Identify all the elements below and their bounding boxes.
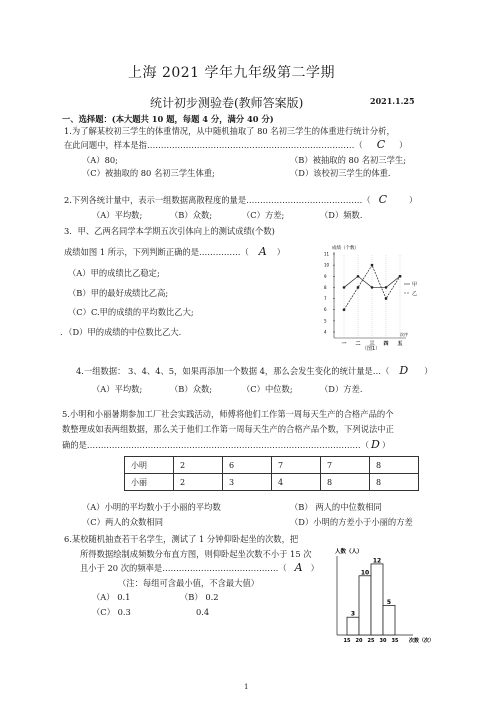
q2-option-a: （A）平均数; xyxy=(92,210,143,220)
table-cell: 6 xyxy=(223,457,272,474)
q1-option-a: （A）80; xyxy=(82,155,118,165)
q4-option-a: （A）平均数; xyxy=(92,384,143,394)
histogram-x-tick: 25 xyxy=(367,638,375,644)
histogram-x-tick: 30 xyxy=(379,638,387,644)
q4-option-c: （C）中位数; xyxy=(242,384,293,394)
q3-stem-line2: 成绩如图 1 所示，下列判断正确的是……………（ A ） xyxy=(64,245,286,258)
table-cell: 3 xyxy=(223,474,272,491)
page-number: 1 xyxy=(244,683,249,691)
q4-stem: 4.一组数据： 3、4、4、5，如果再添加一个数据 4，那么会发生变化的统计量是…（ D ） xyxy=(76,364,433,377)
chart2-ylabel: 人数（人） xyxy=(335,549,363,555)
page-subtitle: 统计初步测验卷(教师答案版) xyxy=(150,96,304,110)
chart1-legend-label: 甲 xyxy=(412,281,418,288)
table-cell: 8 xyxy=(321,474,370,491)
table-cell: 4 xyxy=(272,474,321,491)
chart1-y-tick: 9 xyxy=(324,273,327,279)
q5-option-a: （A）小明的平均数小于小丽的平均数 xyxy=(82,502,221,512)
q3-option-c: （C）C.甲的成绩的平均数比乙大; xyxy=(68,307,194,317)
histogram-bar-label: 12 xyxy=(372,557,382,565)
chart1-x-tick: 二 xyxy=(355,341,361,347)
q6-answer: A xyxy=(294,561,303,574)
q3-option-d: ．（D）甲的成绩的中位数比乙大. xyxy=(60,327,182,337)
q3-option-b: （B）甲的最好成绩比乙高; xyxy=(68,288,169,298)
histogram-bar xyxy=(359,576,371,635)
chart1-legend-label: 乙 xyxy=(412,290,418,297)
q2-option-b: （B）众数; xyxy=(170,210,213,220)
q6-option-d: 0.4 xyxy=(196,607,210,617)
q6-note: （注：每组可含最小值，不含最大值） xyxy=(118,578,260,588)
q2-option-c: （C）方差; xyxy=(242,210,285,220)
chart1-point xyxy=(343,286,346,289)
histogram-bar xyxy=(347,617,359,635)
q6-option-a: （A） 0.1 xyxy=(92,592,131,602)
chart1-x-tick: 五 xyxy=(397,341,403,347)
table-cell: 2 xyxy=(174,474,223,491)
chart1-y-tick: 11 xyxy=(324,251,330,257)
chart1-point xyxy=(399,275,401,277)
chart1-y-tick: 6 xyxy=(324,307,327,313)
chart1-y-tick: 4 xyxy=(324,329,327,335)
exam-date: 2021.1.25 xyxy=(370,96,415,106)
score-line-chart xyxy=(320,242,420,354)
chart1-point xyxy=(357,286,359,288)
q5-option-c: （C）两人的众数相同 xyxy=(82,517,164,527)
q5-option-b: （B） 两人的中位数相同 xyxy=(290,502,382,512)
q2-answer: C xyxy=(378,193,388,206)
table-cell: 小丽 xyxy=(125,474,174,491)
histogram-bar-label: 10 xyxy=(360,569,370,577)
section-heading: 一、选择题：(本大题共 10 题，每题 4 分，满分 40 分) xyxy=(62,114,274,124)
q2-stem: 2.下列各统计量中，表示一组数据离散程度的量是……………………………………（ C ） xyxy=(64,193,418,206)
histogram-x-tick: 15 xyxy=(343,638,351,644)
histogram-bar xyxy=(383,605,395,635)
table-cell: 7 xyxy=(321,457,370,474)
table-cell: 小明 xyxy=(125,457,174,474)
q6-stem-line2: 所得数据绘制成频数分布直方图，则仰卧起坐次数不小于 15 次 xyxy=(80,549,312,559)
table-cell: 7 xyxy=(272,457,321,474)
histogram-x-tick: 20 xyxy=(355,638,363,644)
q5-stem-line2: 数整理成如表两组数据，那么关于他们工作第一周每天生产的合格产品个数，下列说法中正 xyxy=(62,424,394,434)
chart1-point xyxy=(371,264,373,266)
chart1-y-tick: 8 xyxy=(324,284,327,290)
chart1-xlabel: 次序 xyxy=(400,332,408,337)
table-row xyxy=(125,474,419,491)
q2-option-d: （D）频数. xyxy=(320,210,363,220)
chart1-y-tick: 7 xyxy=(324,296,327,302)
q4-option-b: （B）众数; xyxy=(170,384,213,394)
chart1-point xyxy=(343,309,345,311)
chart1-caption: （图1） xyxy=(362,346,381,352)
chart1-x-tick: 三 xyxy=(369,341,375,347)
q1-stem-line1: 1.为了解某校初三学生的体重情况，从中随机抽取了 80 名初三学生的体重进行统计分析， xyxy=(64,126,395,136)
q1-option-b: （B）被抽取的 80 名初三学生; xyxy=(290,155,406,165)
table-cell: 8 xyxy=(370,457,419,474)
chart1-x-tick: 一 xyxy=(341,341,347,347)
q5-stem-line3: 确的是………………………………………………………………………………………（ D ） xyxy=(62,438,391,451)
q1-answer: C xyxy=(376,138,386,151)
q5-option-d: （D）小明的方差小于小丽的方差 xyxy=(290,517,413,527)
q5-stem-line1: 5.小明和小丽暑期参加工厂社会实践活动，师傅将他们工作第一周每天生产的合格产品的个 xyxy=(62,409,394,419)
chart1-y-tick: 10 xyxy=(324,262,330,268)
q5-answer: D xyxy=(371,438,380,451)
chart1-point xyxy=(357,275,360,278)
q4-option-d: （D）方差. xyxy=(320,384,363,394)
histogram-bar xyxy=(371,564,383,635)
table-cell: 2 xyxy=(174,457,223,474)
table-row xyxy=(125,457,419,474)
q4-answer: D xyxy=(399,364,409,377)
chart1-point xyxy=(385,297,387,299)
q6-option-c: （C） 0.3 xyxy=(92,607,131,617)
chart1-point xyxy=(371,286,374,289)
q6-stem-line3: 且小于 20 次的频率是……………………………………（ A ） xyxy=(80,561,319,574)
q5-data-table xyxy=(124,456,419,491)
chart2-xlabel: 次数（次） xyxy=(409,638,435,644)
frequency-histogram xyxy=(325,538,445,646)
q1-option-d: （D）该校初三学生的体重. xyxy=(290,168,391,178)
q3-answer: A xyxy=(258,245,267,258)
page-title: 上海 2021 学年九年级第二学期 xyxy=(128,65,336,81)
q3-option-a: （A）甲的成绩比乙稳定; xyxy=(68,268,160,278)
chart1-point xyxy=(385,286,388,289)
chart1-y-tick: 5 xyxy=(324,318,327,324)
q3-stem-line1: 3．甲、乙两名同学本学期五次引体向上的测试成绩(个数) xyxy=(64,226,275,236)
q1-option-c: （C）被抽取的 80 名初三学生体重; xyxy=(82,168,215,178)
q1-stem-line2: 在此问题中，样本是指…………………………………………………………………（ C ） xyxy=(64,138,408,151)
table-cell: 8 xyxy=(370,474,419,491)
q6-stem-line1: 6.某校随机抽查若干名学生，测试了 1 分钟仰卧起坐的次数，把 xyxy=(64,534,299,544)
histogram-bar-label: 3 xyxy=(350,610,356,618)
chart1-ylabel: 成绩（个数） xyxy=(332,246,359,251)
chart1-x-tick: 四 xyxy=(383,341,389,347)
q6-option-b: （B） 0.2 xyxy=(180,592,219,602)
histogram-x-tick: 35 xyxy=(391,638,399,644)
histogram-bar-label: 5 xyxy=(386,598,392,606)
